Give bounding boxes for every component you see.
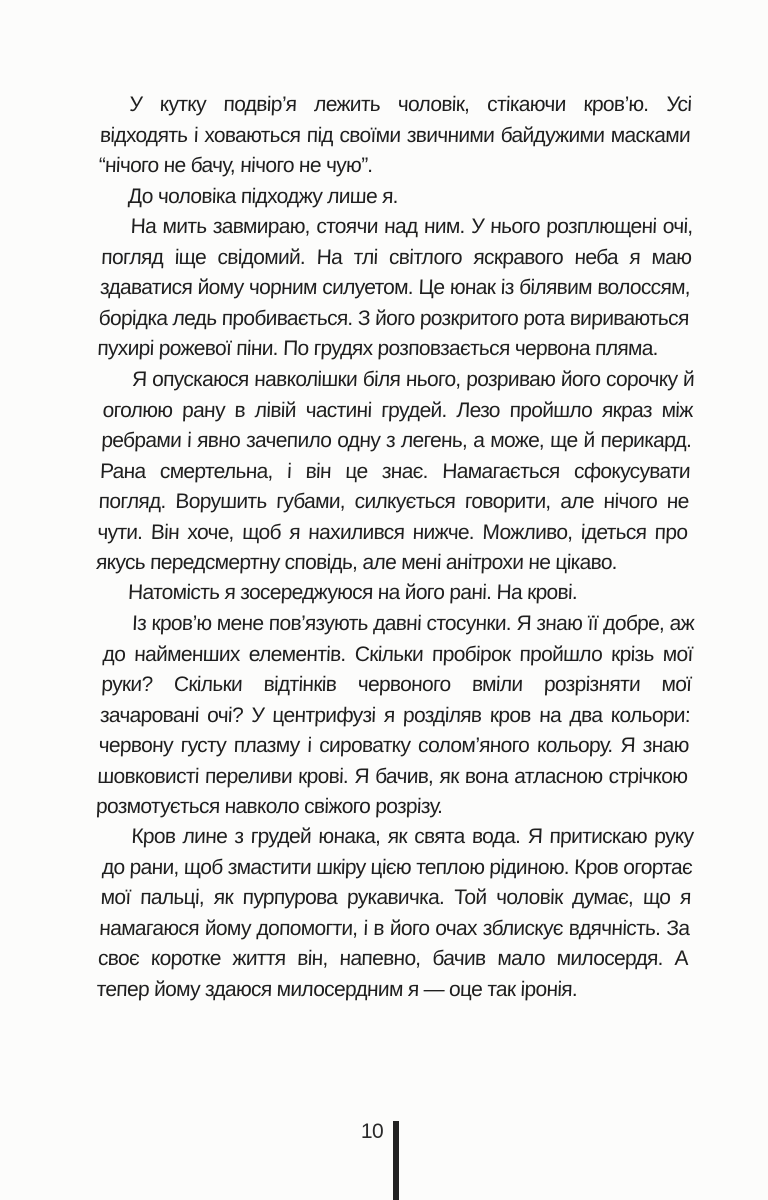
paragraph: Натомість я зосереджуюся на його рані. На крові. (127, 581, 578, 604)
body-text (95, 90, 695, 1005)
paragraph: Кров лине з грудей юнака, як свята вода. Я притискаю руку до рани, щоб змастити шкіру цією теплою рідиною. Кров огортає мої пальці, як пурпурова рукавичка. Той чоловік думає, що я намагаюся йому допомогти, і в його очах зблискує вдячність. За своє коротке життя він, напевно, бачив мало милосердя. А тепер йому здаюся милосердним я — оце так іронія. (96, 825, 694, 1001)
paragraph: Із кров’ю мене пов’язують давні стосунки. Я знаю її добре, аж до найменших елементів. Скільки пробірок пройшло крізь мої руки? Скільки відтінків червоного вміли розрізняти мої зачаровані очі? У центрифузі я розділяв кров на два кольори: червону густу плазму і сироватку солом’яного кольору. Я знаю шовковисті переливи крові. Я бачив, як вона атласною стрічкою розмотується навколо свіжого розрізу. (95, 611, 695, 818)
paragraph: На мить завмираю, стоячи над ним. У нього розплющені очі, погляд іще свідомий. На тлі світлого яскравого неба я маю здаватися йому чорним силуетом. Це юнак із білявим волоссям, борідка ледь пробивається. З його розкритого рота вириваються пухирі рожевої піни. По грудях розповзається червона пляма. (96, 215, 694, 360)
paragraph: Я опускаюся навколішки біля нього, розриваю його сорочку й оголюю рану в лівій частині грудей. Лезо пройшло якраз між ребрами і явно зачепило одну з легень, а може, ще й перикард. Рана смертельна, і він це знає. Намагається сфокусувати погляд. Ворушить губами, силкується говорити, але нічого не чути. Він хоче, щоб я нахилився нижче. Можливо, ідеться про якусь передсмертну сповідь, але мені анітрохи не цікаво. (95, 367, 695, 574)
paragraph: До чоловіка підходжу лише я. (127, 184, 399, 208)
page-number: 10 (360, 1120, 384, 1143)
paragraph: У кутку подвір’я лежить чоловік, стікаючи кров’ю. Усі відходять і ховаються під своїми звичними байдужими масками “нічого не бачу, нічого не чую”. (98, 93, 692, 177)
spine-mark-bar (393, 1121, 399, 1200)
